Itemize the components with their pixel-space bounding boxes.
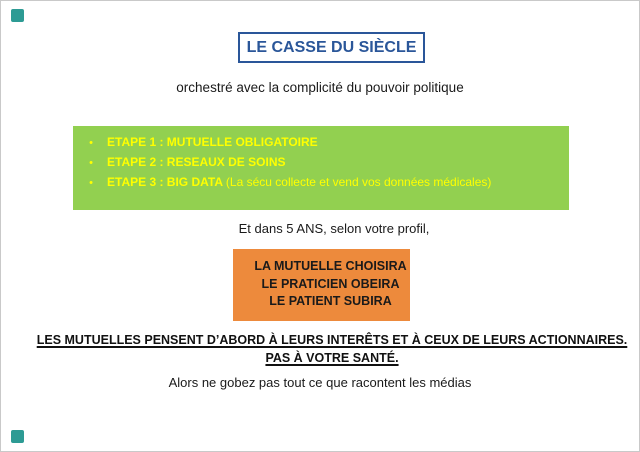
step-label-bold: ETAPE 1 : MUTUELLE OBLIGATOIRE xyxy=(107,135,318,149)
step-item-2 xyxy=(73,152,569,172)
bullet-dot-icon: • xyxy=(89,177,93,189)
step-item-1 xyxy=(73,132,569,152)
title-box xyxy=(238,32,425,63)
warning-line-2-text: PAS À VOTRE SANTÉ. xyxy=(265,351,399,365)
step-label-bold: ETAPE 3 : BIG DATA xyxy=(107,175,226,189)
step-item-3 xyxy=(73,172,569,192)
step-label-normal: (La sécu collecte et vend vos données médicales) xyxy=(225,175,492,189)
page-title: LE CASSE DU SIÈCLE xyxy=(246,38,417,56)
consequence-box xyxy=(233,249,410,321)
step-label-bold: ETAPE 2 : RESEAUX DE SOINS xyxy=(107,155,286,169)
consequence-line-2: LE PRATICIEN OBEIRA xyxy=(261,276,400,291)
bullet-dot-icon: • xyxy=(89,137,93,149)
consequence-line-3: LE PATIENT SUBIRA xyxy=(269,294,392,308)
teal-marker-top-left-icon xyxy=(11,9,24,22)
warning-line-1 xyxy=(13,331,640,349)
bullet-dot-icon: • xyxy=(89,157,93,169)
warning-block xyxy=(13,331,640,367)
warning-line-1-text: LES MUTUELLES PENSENT D’ABORD À LEURS INTERÊTS ET À CEUX DE LEURS ACTIONNAIRES. xyxy=(36,333,628,347)
closing-text: Alors ne gobez pas tout ce que racontent les médias xyxy=(168,375,472,390)
steps-box xyxy=(73,126,569,210)
consequence-line-1: LA MUTUELLE CHOISIRA xyxy=(254,259,407,273)
interlude-text: Et dans 5 ANS, selon votre profil, xyxy=(238,221,430,236)
subtitle-text: orchestré avec la complicité du pouvoir politique xyxy=(176,80,464,95)
teal-marker-bottom-left-icon xyxy=(11,430,24,443)
warning-line-2 xyxy=(13,349,640,367)
